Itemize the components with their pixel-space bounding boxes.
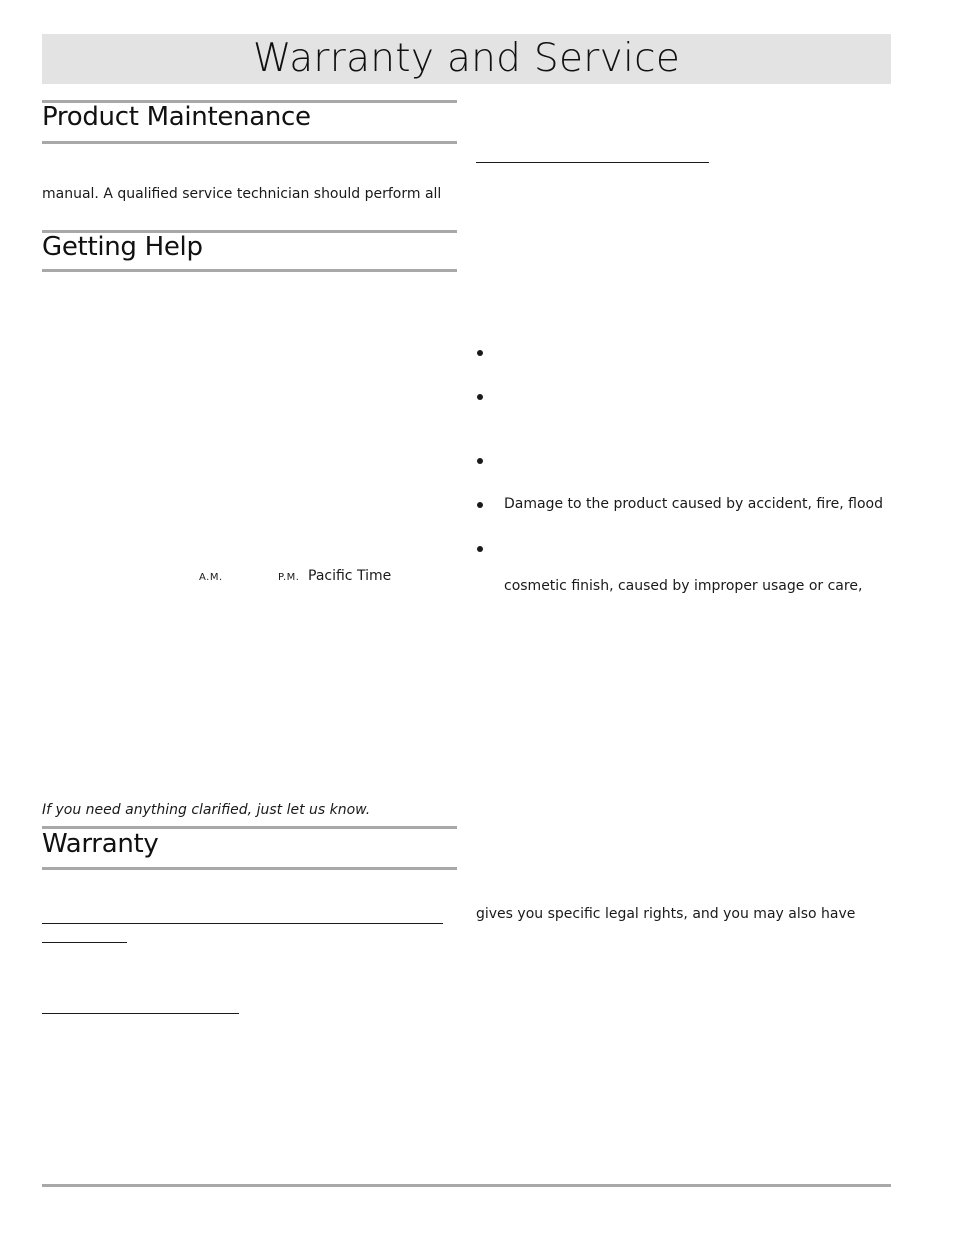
footer-rule xyxy=(42,1184,891,1187)
clarification-note: If you need anything clarified, just let us know. xyxy=(42,802,371,818)
page-title-bar xyxy=(42,34,891,84)
exclusion-bullet xyxy=(477,502,483,508)
exclusion-bullet xyxy=(477,394,483,400)
product-maintenance-text: manual. A qualified service technician should perform all xyxy=(42,186,442,202)
hours-timezone: Pacific Time xyxy=(308,568,392,584)
section-rule-bottom xyxy=(42,867,457,870)
exclusion-continuation: cosmetic finish, caused by improper usage or care, xyxy=(504,578,863,594)
right-column-underline xyxy=(476,162,709,163)
warranty-underline xyxy=(42,923,443,924)
section-heading-product-maintenance: Product Maintenance xyxy=(42,102,311,132)
section-rule-bottom xyxy=(42,269,457,272)
warranty-underline xyxy=(42,1013,239,1014)
exclusion-bullet xyxy=(477,350,483,356)
page-title: Warranty and Service xyxy=(252,36,681,81)
warranty-underline xyxy=(42,942,127,943)
section-heading-getting-help: Getting Help xyxy=(42,232,203,262)
exclusion-bullet xyxy=(477,458,483,464)
section-rule-bottom xyxy=(42,141,457,144)
exclusion-item: Damage to the product caused by accident, fire, flood xyxy=(504,496,884,512)
exclusion-bullet xyxy=(477,546,483,552)
section-heading-warranty: Warranty xyxy=(42,829,159,859)
legal-rights-text: gives you specific legal rights, and you may also have xyxy=(476,906,856,922)
hours-pm-label: P.M. xyxy=(278,572,300,583)
hours-am-label: A.M. xyxy=(199,572,223,583)
